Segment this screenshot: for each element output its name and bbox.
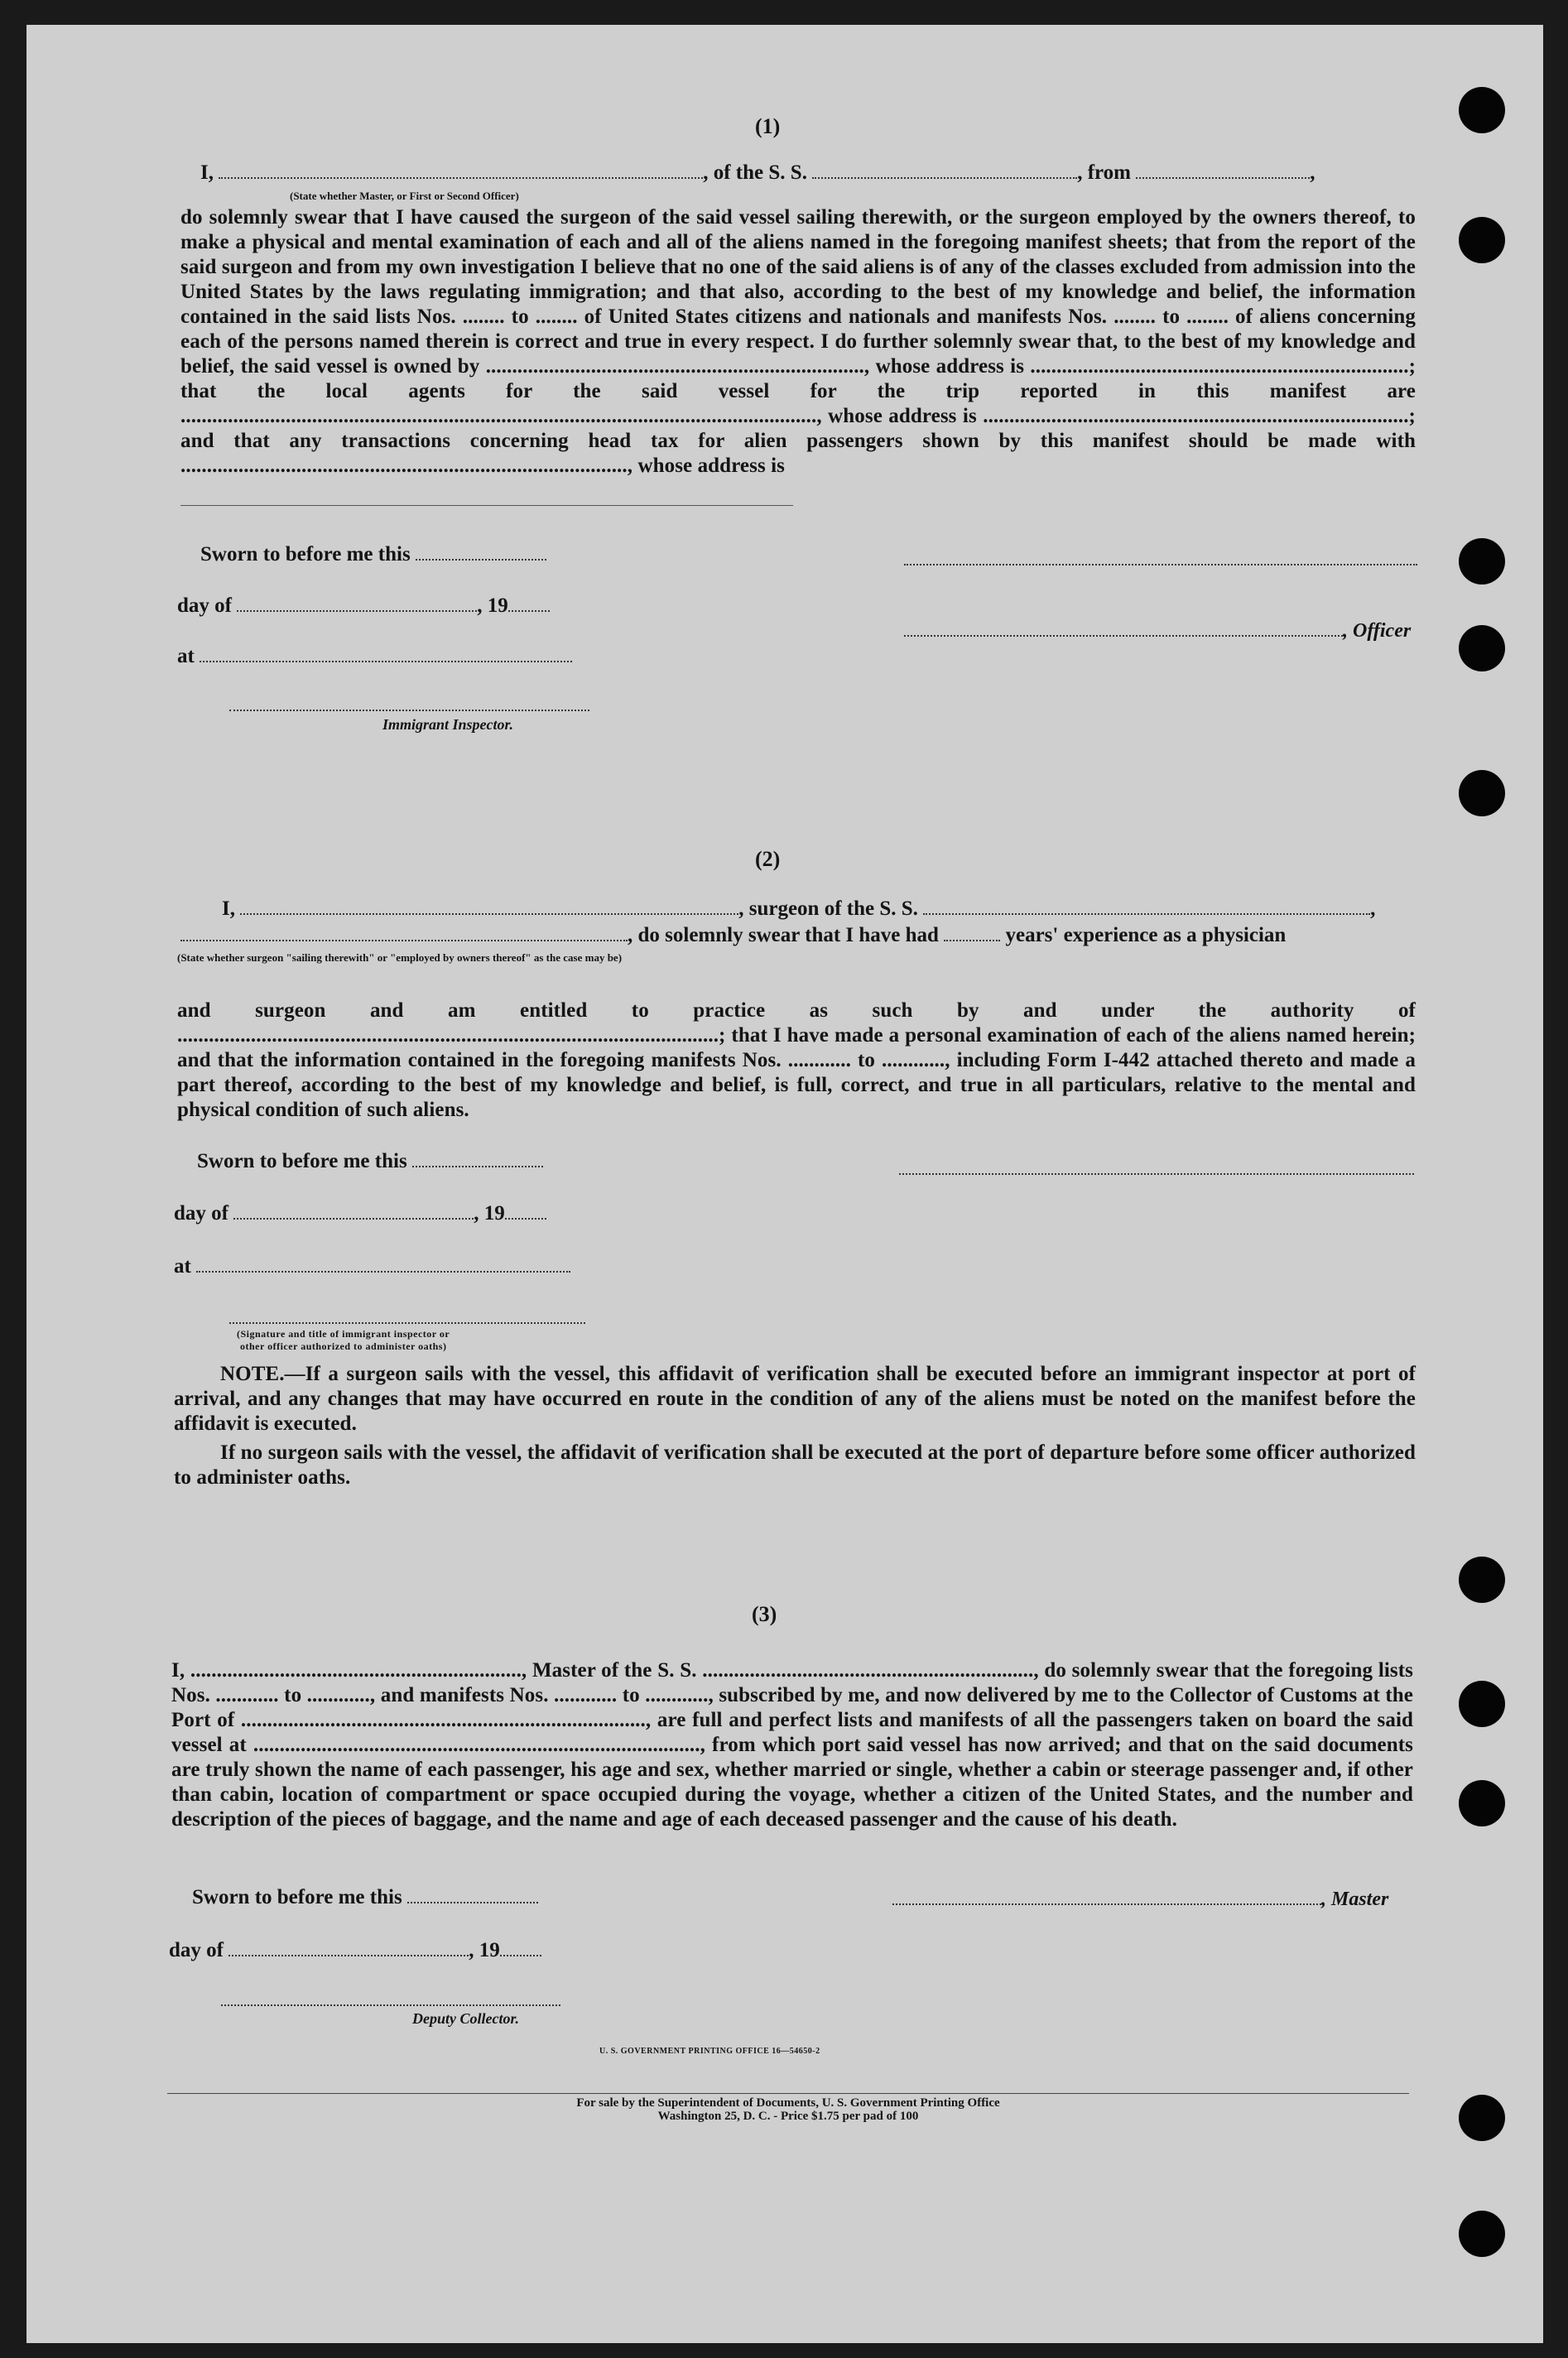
punch-hole: [1459, 625, 1505, 671]
section-1-day-row: [177, 594, 550, 618]
section-2-number: (2): [755, 847, 781, 871]
section-3-year-label: , 19: [469, 1939, 500, 1961]
section-2-surgeon-of-ss: , surgeon of the S. S.: [738, 897, 918, 920]
section-1-officer-signature-line[interactable]: [904, 563, 1417, 565]
section-1-at-label: at: [177, 645, 195, 667]
section-1-officer-field[interactable]: [904, 620, 1343, 637]
section-2-month-field[interactable]: [233, 1203, 474, 1220]
section-1-line1: [200, 161, 1315, 185]
section-2-day-of-label: day of: [174, 1202, 228, 1225]
section-1-day-of-label: day of: [177, 594, 232, 617]
section-1-i: I,: [200, 161, 214, 184]
footer-line-2: Washington 25, D. C. - Price $1.75 per pad of 100: [657, 2110, 919, 2123]
punch-hole: [1459, 87, 1505, 133]
officer-label: , Officer: [1343, 620, 1412, 642]
section-3-body: I, ..............................................................., Master of the S. S. ..............................................................., do solemnly swear that the foregoing lists Nos. ............ to ............, and manifests Nos. ............ to ............, subscribed by me, and now delivered by me to the Collector of Customs at the Port of ............................................................................., are full and perfect lists and manifests of all the passengers taken on board the said vessel at ....................................................................................., from which port said vessel has now arrived; and that on the said documents are truly shown the name of each passenger, his age and sex, whether married or single, whether a cabin or steerage passenger and, if other than cabin, location of compartment or space occupied during the voyage, whether a citizen of the United States, and the number and description of the pieces of baggage, and the name and age of each deceased passenger and the cause of his death.: [171, 1659, 1413, 1831]
section-3-sworn-row: [192, 1886, 538, 1909]
punch-hole: [1459, 217, 1505, 263]
section-2-swear: , do solemnly swear that I have had: [628, 924, 939, 946]
section-3-year-field[interactable]: [500, 1940, 541, 1956]
section-2-line1: [222, 897, 1375, 921]
inspector-signature-line[interactable]: [229, 709, 589, 711]
printing-office-line: U. S. GOVERNMENT PRINTING OFFICE 16—54650-2: [599, 2047, 820, 2056]
punch-hole: [1459, 1780, 1505, 1826]
section-1-from: , from: [1077, 161, 1131, 184]
section-2-day-row: [174, 1202, 546, 1225]
section-1-month-field[interactable]: [237, 595, 477, 612]
section-2-i: I,: [222, 897, 235, 920]
section-1-officer-row: [904, 619, 1411, 642]
footer-rule: [167, 2093, 1409, 2094]
surgeon-name-field[interactable]: [240, 898, 738, 915]
section-1-sworn-label: Sworn to before me this: [200, 543, 411, 565]
section-2-year-label: , 19: [474, 1202, 505, 1225]
section-1-year-label: , 19: [477, 594, 508, 617]
section-2-sworn-label: Sworn to before me this: [197, 1150, 407, 1172]
section-2-sworn-row: [197, 1150, 543, 1173]
section-3-sworn-day-field[interactable]: [407, 1887, 538, 1903]
note-2-text: If no surgeon sails with the vessel, the affidavit of verification shall be executed at the port of departure before some officer authorized to administer oaths.: [174, 1441, 1416, 1489]
surgeon-status-field[interactable]: [180, 925, 628, 941]
officer-name-field[interactable]: [219, 162, 703, 179]
section-2-comma: ,: [1370, 897, 1376, 920]
section-2-ship-field[interactable]: [923, 898, 1370, 915]
punch-hole: [1459, 1557, 1505, 1603]
section-2-at-row: [174, 1255, 570, 1278]
section-3-number: (3): [752, 1602, 777, 1626]
section-3-day-of-label: day of: [169, 1939, 224, 1961]
section-2-year-field[interactable]: [505, 1203, 546, 1220]
section-2-sworn-day-field[interactable]: [412, 1151, 543, 1167]
punch-hole: [1459, 2211, 1505, 2257]
years-experience-field[interactable]: [944, 925, 1000, 941]
section-1-caption: (State whether Master, or First or Second Officer): [290, 190, 519, 202]
section-1-number: (1): [755, 114, 781, 138]
departure-port-field[interactable]: [1136, 162, 1310, 179]
section-1-sworn-row: [200, 543, 546, 566]
section-3-month-field[interactable]: [228, 1940, 469, 1956]
master-label: , Master: [1321, 1889, 1389, 1910]
surgeon-signature-line[interactable]: [899, 1172, 1414, 1175]
section-3-sworn-label: Sworn to before me this: [192, 1886, 402, 1908]
section-1-body: do solemnly swear that I have caused the surgeon of the said vessel sailing therewith, or the surgeon employed by the owners thereof, to make a physical and mental examination of each and all of the aliens named in the foregoing manifest sheets; that from the report of the said surgeon and from my own investigation I believe that no one of the said aliens is of any of the classes excluded from admission into the United States by the laws regulating immigration; and that also, according to the best of my knowledge and belief, the information contained in the said lists Nos. ........ to ........ of United States citizens and nationals and manifests Nos. ........ to ........ of aliens concerning each of the persons named therein is correct and true in every respect. I do further solemnly swear that, to the best of my knowledge and belief, the said vessel is owned by ........................................................................, whose address is ........................................................................; that the local agents for the said vessel for the trip reported in this manifest are ........................................................................................................................., whose address is .................................................................................; and that any transactions concerning head tax for alien passengers shown by this manifest should be made with ....................................................................................., whose address is: [180, 206, 1416, 477]
section-2-line2: [180, 924, 1286, 947]
section-2-at-field[interactable]: [196, 1256, 570, 1273]
note-text: NOTE.—If a surgeon sails with the vessel, this affidavit of verification shall be executed before an immigrant inspector at port of arrival, and any changes that may have occurred en route in the condition of any of the aliens must be noted on the manifest before the affidavit is executed.: [174, 1363, 1416, 1435]
section-3-day-row: [169, 1939, 541, 1962]
section-1-of-ss: , of the S. S.: [703, 161, 807, 184]
document-page: [26, 25, 1543, 2343]
signature-caption-line1: (Signature and title of immigrant inspector or: [237, 1328, 450, 1340]
punch-hole: [1459, 538, 1505, 585]
section-1-at-field[interactable]: [200, 646, 572, 662]
ship-name-field[interactable]: [812, 162, 1077, 179]
section-1-address-line[interactable]: [180, 505, 793, 506]
section-2-note-2: [174, 1441, 1416, 1490]
section-2-note: [174, 1362, 1416, 1436]
section-2-body: and surgeon and am entitled to practice as such by and under the authority of .......................................................................................................; that I have made a personal examination of each of the aliens named herein; and that the information contained in the foregoing manifests Nos. ............ to ............, including Form I-442 attached thereto and made a part thereof, according to the best of my knowledge and belief, is full, correct, and true in all particulars, relative to the mental and physical condition of such aliens.: [177, 999, 1416, 1121]
section-3-master-row: [892, 1888, 1388, 1911]
section-2-witness-signature-line[interactable]: [229, 1321, 585, 1324]
section-1-at-row: [177, 645, 572, 668]
punch-hole: [1459, 2095, 1505, 2141]
section-1-year-field[interactable]: [508, 595, 550, 612]
section-2-years: years' experience as a physician: [1005, 924, 1287, 946]
section-2-at-label: at: [174, 1255, 191, 1278]
section-2-caption: (State whether surgeon "sailing therewith" or "employed by owners thereof" as the case may be): [177, 951, 623, 964]
master-signature-field[interactable]: [892, 1889, 1321, 1905]
collector-label: Deputy Collector.: [412, 2010, 519, 2027]
section-1-sworn-day-field[interactable]: [416, 544, 546, 561]
inspector-label: Immigrant Inspector.: [382, 716, 514, 733]
collector-signature-line[interactable]: [221, 2004, 560, 2006]
punch-hole: [1459, 770, 1505, 816]
punch-hole: [1459, 1681, 1505, 1727]
footer-line-1: For sale by the Superintendent of Documents, U. S. Government Printing Office: [576, 2096, 1000, 2110]
section-1-comma: ,: [1310, 161, 1315, 184]
signature-caption-line2: other officer authorized to administer oaths): [240, 1340, 447, 1352]
